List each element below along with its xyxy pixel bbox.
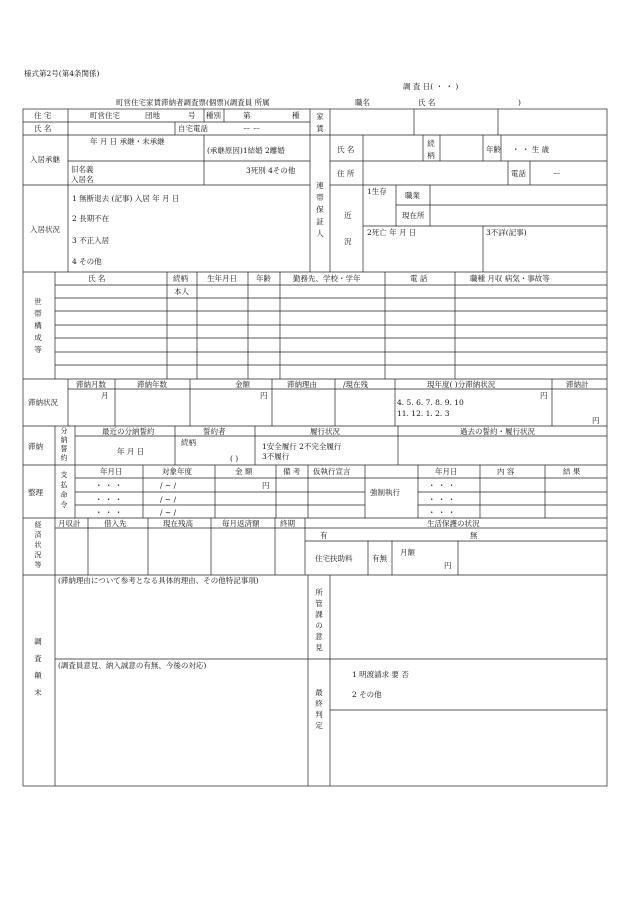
name-label: 氏 名 <box>34 124 52 133</box>
economy-col-balance: 現在残高 <box>163 519 193 528</box>
collection-yen: 円 <box>262 481 270 490</box>
old-holder-label-2: 入居名 <box>71 175 94 184</box>
guarantor-birth: ・ ・ 生 歳 <box>512 145 550 154</box>
final-option-2: 2 その他 <box>352 690 382 699</box>
arrears-yen-unit: 円 <box>260 391 268 400</box>
payment-order-label: 支払命令 <box>60 471 68 509</box>
collection-range-3: / ~ / <box>160 508 177 517</box>
pledge-past: 過去の誓約・履行状況 <box>460 427 535 436</box>
succession-reason: (承継原因)1結婚 2離婚 <box>207 146 285 155</box>
closing-label: 調査顛末 <box>34 637 42 697</box>
survey-date: 調 査 日( ・ ・ ) <box>403 82 459 91</box>
dept-opinion-label: 所管課の意見 <box>315 588 323 652</box>
dai-label: 第 <box>243 111 251 120</box>
pledge-label: 滞納 <box>28 442 43 451</box>
succession-label: 入居承継 <box>30 155 60 164</box>
succession-date: 年 月 日 承継・未承継 <box>90 137 165 146</box>
forced-col-date: 年月日 <box>435 467 458 476</box>
collection-col-decl: 仮執行宣言 <box>313 467 351 476</box>
pledge-paren: ( ) <box>230 454 239 463</box>
economy-col-repay: 毎月返済額 <box>222 519 260 528</box>
housing-aid-yesno: 有無 <box>372 554 387 563</box>
arrears-month-unit: 月 <box>101 391 109 400</box>
welfare-no: 無 <box>470 531 478 540</box>
guarantor-label: 連帯保証人 <box>316 181 324 238</box>
collection-dots-1: ・ ・ ・ <box>95 481 123 490</box>
household-col-birth: 生年月日 <box>207 274 237 283</box>
collection-range-1: / ~ / <box>160 481 177 490</box>
address-value: 町営住宅 <box>90 111 120 120</box>
housing-aid-label: 住宅扶助料 <box>315 554 353 563</box>
closing-note-2: (調査員意見、納入誠意の有無、今後の対応) <box>58 661 207 670</box>
household-col-job: 職種 月収 病気・事故等 <box>470 274 550 283</box>
arrears-current-yen: 円 <box>540 391 548 400</box>
welfare-yes: 有 <box>320 531 328 540</box>
final-judgment-label: 最終判定 <box>315 688 323 730</box>
status-option-1: 1 無断退去 (記事) 入居 年 月 日 <box>72 194 180 203</box>
guarantor-age-label: 年齢 <box>486 145 501 154</box>
guarantor-relation-label: 続柄 <box>427 139 435 160</box>
forced-exec-label: 強制執行 <box>370 488 400 497</box>
job-label: 職業 <box>405 191 420 200</box>
arrears-col-total: 滞納計 <box>566 380 589 389</box>
pledge-pledger: 誓約者 <box>203 427 226 436</box>
current-place-label: 現在所 <box>402 211 425 220</box>
arrears-label: 滞納状況 <box>28 398 58 407</box>
guarantor-name-label: 氏 名 <box>337 145 355 154</box>
arrears-months-1: 4. 5. 6. 7. 8. 9. 10 <box>397 398 464 407</box>
guarantor-tel-dash: ー <box>553 169 561 178</box>
status-option-3: 3 不正入居 <box>72 236 110 245</box>
unknown-option: 3不詳(記事) <box>486 228 527 237</box>
collection-label: 整理 <box>28 488 43 497</box>
household-self: 本人 <box>174 287 189 296</box>
home-tel-dash: ー ー <box>243 124 261 133</box>
economy-col-income: 月収計 <box>58 519 81 528</box>
status-option-4: 4 その他 <box>72 257 102 266</box>
guarantor-address-label: 住 所 <box>337 169 355 178</box>
rent-label: 家賃 <box>316 112 324 133</box>
danchi-label: 団地 <box>145 111 160 120</box>
arrears-col-remaining: /現在残 <box>343 380 369 389</box>
type-label: 種別 <box>206 111 221 120</box>
pledge-recent: 最近の分納誓約 <box>102 427 155 436</box>
title-job: 職名 <box>355 98 370 107</box>
household-col-tel: 電 話 <box>410 274 428 283</box>
guarantor-tel-label: 電話 <box>511 169 526 178</box>
address-label: 住 宅 <box>34 111 52 120</box>
succession-reason-2: 3死別 4その他 <box>246 166 296 175</box>
pledge-perf-2: 3不履行 <box>262 452 290 461</box>
housing-aid-yen: 円 <box>444 561 452 570</box>
form-number: 様式第2号(第4条関係) <box>24 69 100 78</box>
pledge-performance: 履行状況 <box>310 427 340 436</box>
arrears-col-current: 現年度( )分滞納状況 <box>427 380 496 389</box>
household-col-work: 勤務先、学校・学年 <box>293 274 361 283</box>
household-label: 世帯構成等 <box>34 297 42 354</box>
forced-dots-3: ・ ・ ・ <box>428 508 456 517</box>
arrears-col-months: 滞納月数 <box>76 380 106 389</box>
collection-dots-3: ・ ・ ・ <box>95 508 123 517</box>
kinkyo-label: 近 <box>344 211 352 220</box>
pledge-relation: 続柄 <box>181 438 196 447</box>
alive-option: 1生存 <box>367 187 387 196</box>
forced-col-result: 結 果 <box>563 467 581 476</box>
economy-label: 経済状況等 <box>34 521 42 569</box>
form-title: 町営住宅家賃滞納者調査票(個票)(調査員 所属 <box>116 98 270 107</box>
economy-col-lender: 借入先 <box>104 519 127 528</box>
home-tel-label: 自宅電話 <box>178 124 208 133</box>
housing-aid-monthly: 月額 <box>400 548 415 557</box>
household-col-age: 年齢 <box>256 274 271 283</box>
collection-range-2: / ~ / <box>160 495 177 504</box>
household-col-relation: 続柄 <box>173 274 188 283</box>
arrears-months-2: 11. 12. 1. 2. 3 <box>397 409 450 418</box>
title-name: 氏 名 <box>418 98 436 107</box>
household-col-name: 氏 名 <box>88 274 106 283</box>
final-option-1: 1 明渡請求 要 否 <box>352 670 409 679</box>
go-label: 号 <box>188 111 196 120</box>
occupancy-status-label: 入居状況 <box>30 225 60 234</box>
pledge-sub-label: 分納誓約 <box>60 427 68 462</box>
pledge-perf-1: 1安全履行 2不完全履行 <box>262 442 342 451</box>
arrears-total-yen: 円 <box>592 416 600 425</box>
status-option-2: 2 長期不在 <box>72 214 110 223</box>
old-holder-label: 旧名義 <box>71 165 94 174</box>
kyo-label: 況 <box>344 237 352 246</box>
collection-col-note: 備 考 <box>283 467 301 476</box>
economy-col-welfare: 生活保護の状況 <box>427 519 480 528</box>
pledge-date: 年 月 日 <box>117 447 145 456</box>
collection-dots-2: ・ ・ ・ <box>95 495 123 504</box>
economy-col-end: 終期 <box>280 519 295 528</box>
dead-option: 2死亡 年 月 日 <box>367 228 417 237</box>
collection-col-year: 対象年度 <box>162 467 192 476</box>
arrears-col-amount: 金額 <box>235 380 250 389</box>
collection-col-amount: 金 額 <box>235 467 253 476</box>
title-close: ) <box>518 98 521 107</box>
arrears-col-reason: 滞納理由 <box>287 380 317 389</box>
arrears-col-years: 滞納年数 <box>137 380 167 389</box>
forced-dots-2: ・ ・ ・ <box>428 495 456 504</box>
shu-label: 種 <box>292 111 300 120</box>
collection-col-date: 年月日 <box>100 467 123 476</box>
forced-dots-1: ・ ・ ・ <box>428 481 456 490</box>
forced-col-content: 内 容 <box>497 467 515 476</box>
closing-note-1: (滞納理由について参考となる具体的理由、その他特記事項) <box>58 576 259 585</box>
